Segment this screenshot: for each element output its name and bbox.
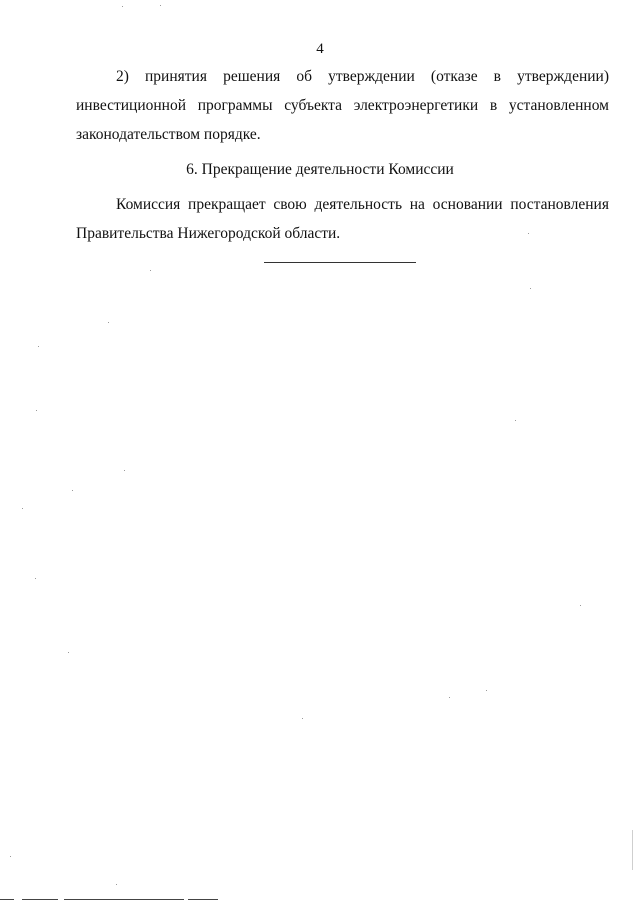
scan-speck [68, 652, 69, 653]
scan-speck [38, 346, 39, 347]
scan-speck [150, 270, 151, 271]
scan-speck [302, 718, 303, 719]
scan-speck [108, 322, 109, 323]
scan-speck [124, 470, 125, 471]
scan-speck [486, 690, 487, 691]
scan-bottom-dash [22, 899, 58, 900]
scan-speck [10, 856, 11, 857]
scan-speck [116, 884, 117, 885]
scan-speck [530, 288, 531, 289]
scan-speck [580, 605, 581, 606]
scan-speck [515, 420, 516, 421]
scan-speck [35, 578, 36, 579]
section-heading: 6. Прекращение деятельности Комиссии [186, 161, 454, 178]
scan-bottom-dash [188, 899, 218, 900]
scan-speck [449, 697, 450, 698]
scan-speck [160, 5, 161, 6]
paragraph-termination: Комиссия прекращает свою деятельность на основании постановления Правительства Нижегородской области. [76, 196, 609, 242]
scan-speck [36, 410, 37, 411]
page-number: 4 [316, 41, 324, 57]
scan-speck [528, 233, 529, 234]
scan-speck [72, 490, 73, 491]
end-of-document-rule [264, 262, 416, 263]
scan-bottom-dash [0, 899, 14, 900]
scan-speck [122, 6, 123, 7]
scan-bottom-dash [64, 899, 184, 900]
scan-edge-mark [632, 830, 633, 870]
paragraph-item-2: 2) принятия решения об утверждении (отказе в утверждении) инвестиционной программы субъекта электроэнергетики в установленном законодательством порядке. [76, 68, 609, 143]
scan-speck [22, 508, 23, 509]
